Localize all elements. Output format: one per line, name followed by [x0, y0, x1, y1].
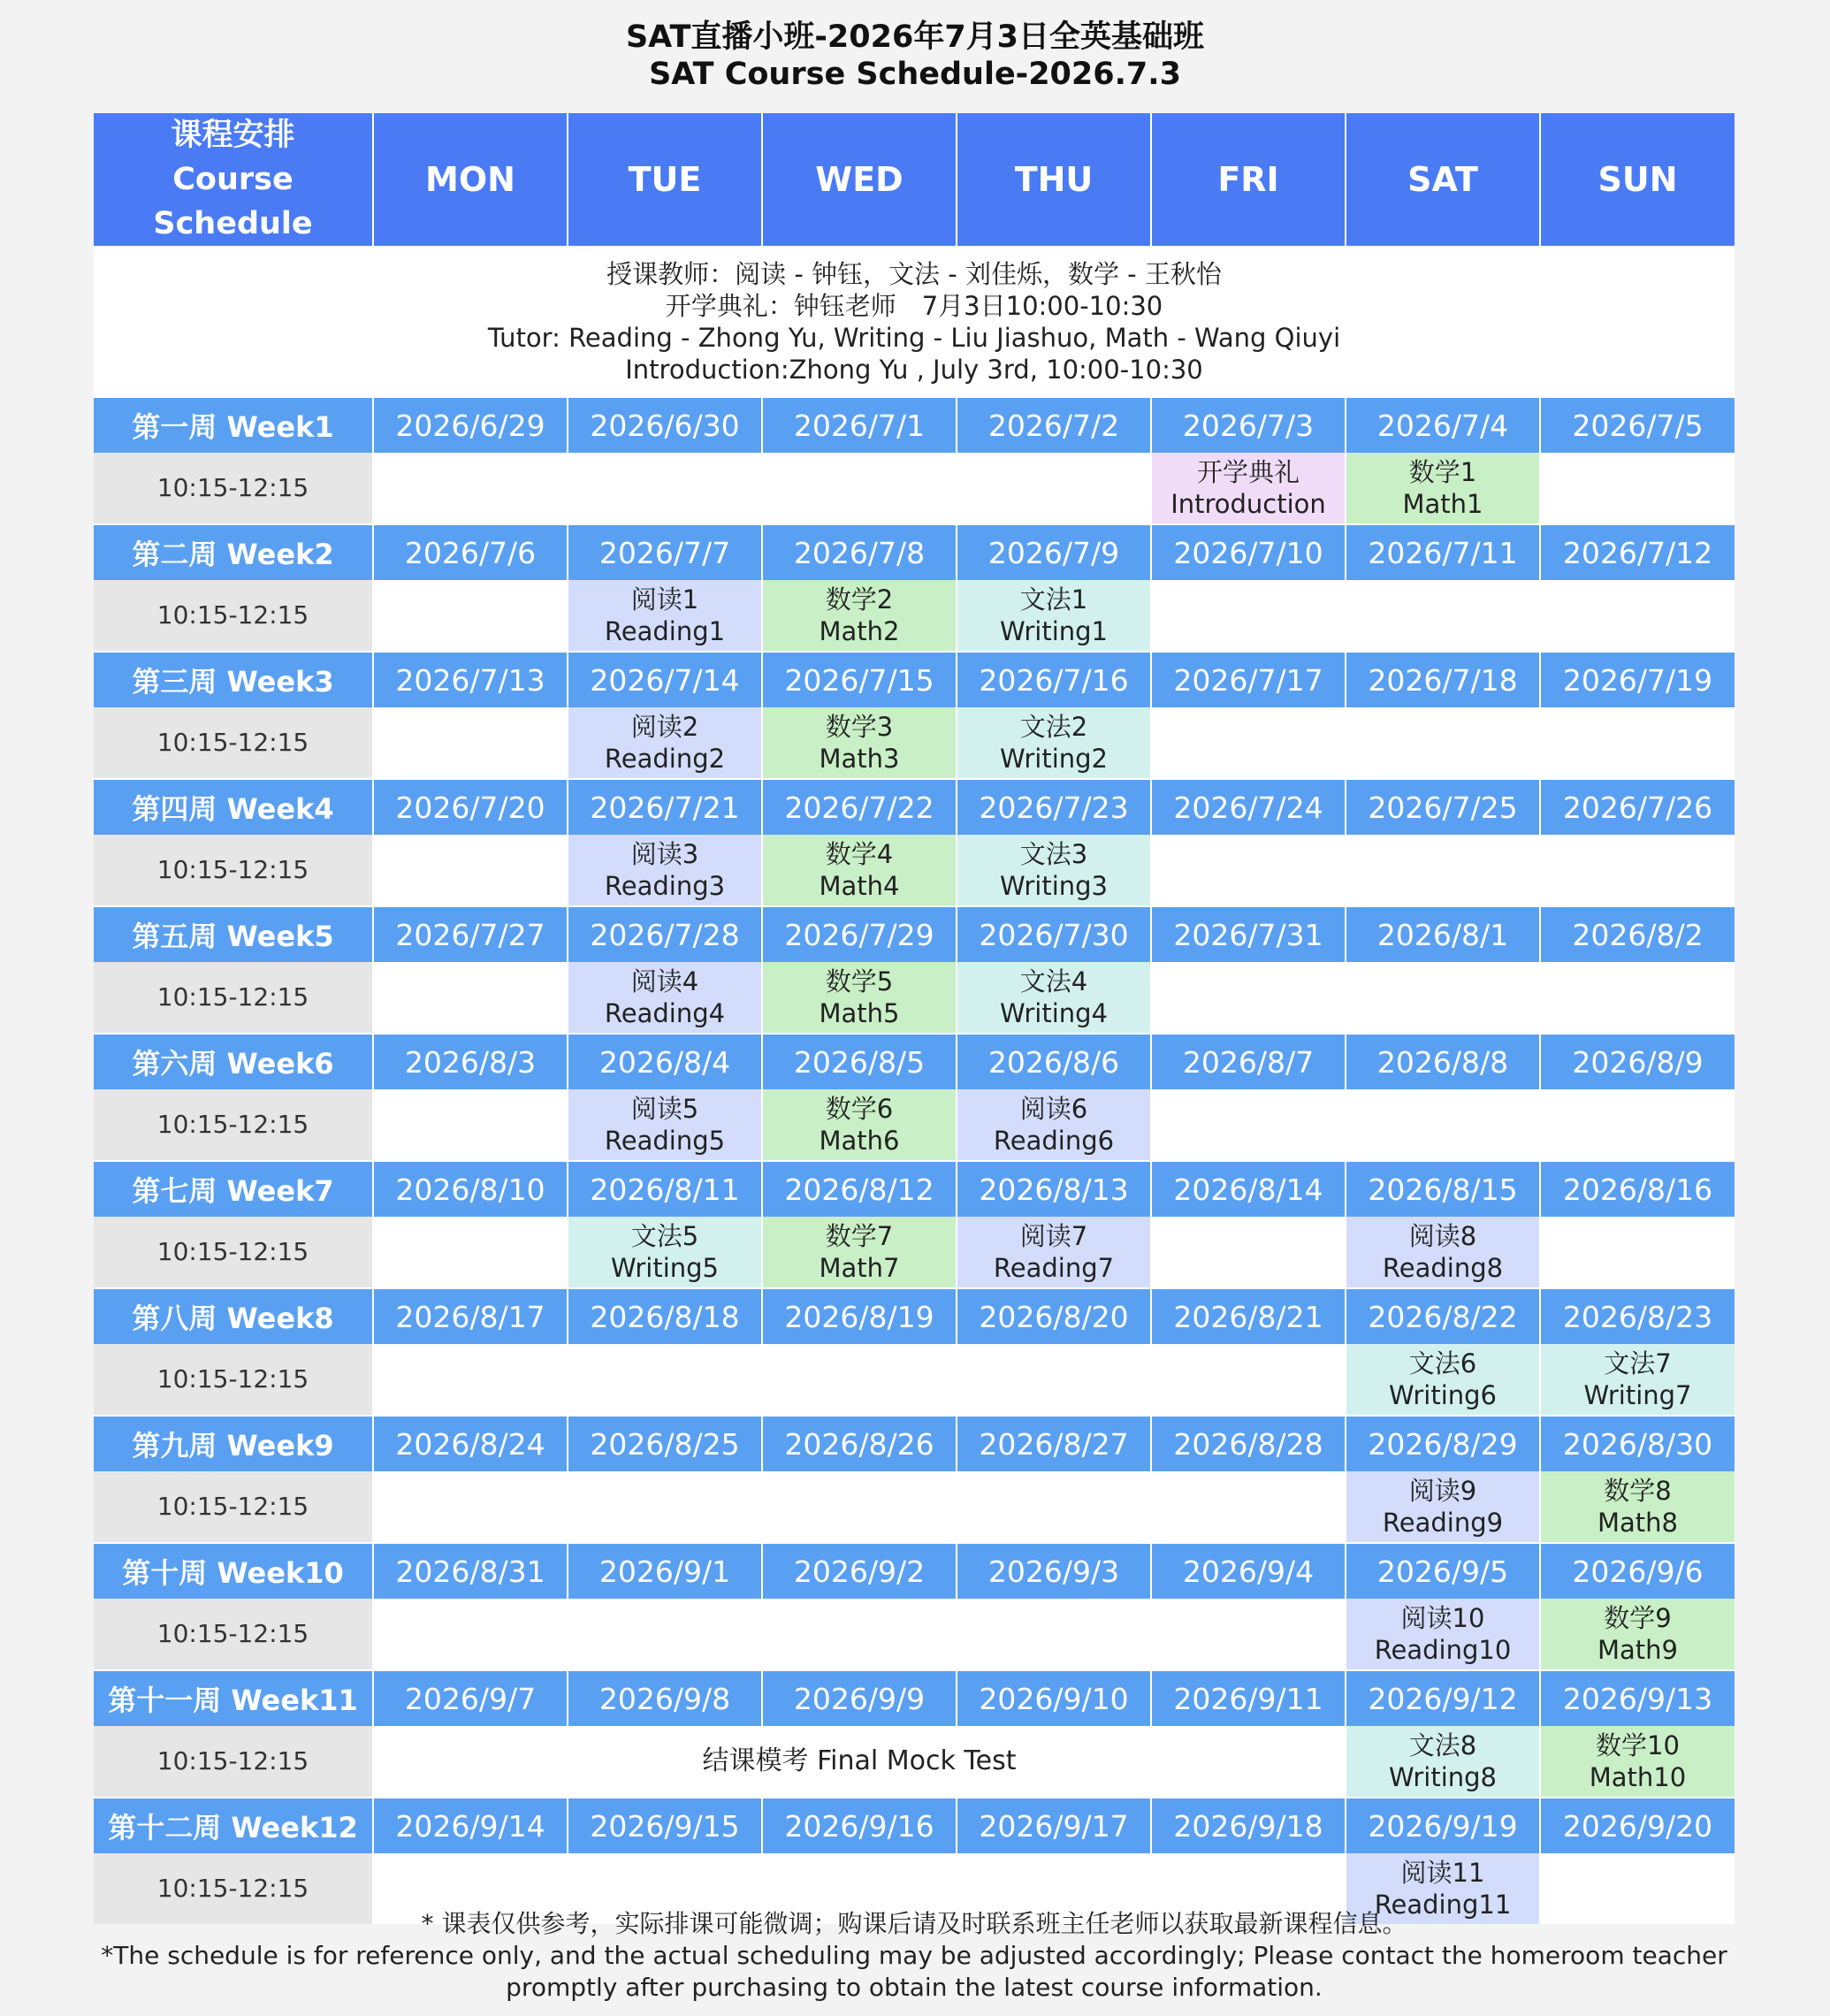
session-cell: [1540, 1726, 1735, 1798]
week-session-row: [94, 580, 1735, 652]
session-label-cn: 数学7: [825, 1221, 894, 1251]
week-label: 第十二周 Week12: [94, 1798, 373, 1853]
session-cell: [762, 962, 957, 1034]
date-cell: 2026/9/17: [957, 1798, 1151, 1853]
week-date-row: [94, 1416, 1735, 1471]
session-label-en: Math6: [819, 1126, 900, 1156]
session-cell: [762, 1217, 957, 1288]
time-slot: 10:15-12:15: [94, 1089, 373, 1161]
empty-cell: [373, 835, 568, 906]
session-label-en: Math3: [819, 744, 900, 774]
date-cell: 2026/8/4: [568, 1034, 762, 1089]
date-cell: 2026/8/29: [1346, 1416, 1540, 1471]
date-cell: 2026/9/13: [1540, 1670, 1735, 1726]
session-cell: [1151, 453, 1346, 524]
empty-cell: [1540, 707, 1735, 779]
session-label-cn: 文法5: [630, 1221, 699, 1251]
empty-cell: [957, 1471, 1151, 1543]
session-label-en: Math10: [1589, 1762, 1687, 1792]
session-cell: [1346, 1471, 1540, 1543]
header-row: [94, 113, 1735, 247]
time-slot: 10:15-12:15: [94, 1217, 373, 1288]
date-cell: 2026/8/19: [762, 1288, 957, 1344]
session-label-en: Reading2: [604, 744, 726, 774]
empty-cell: [1540, 1089, 1735, 1161]
week-session-row: [94, 1217, 1735, 1288]
session-label-en: Reading5: [604, 1126, 726, 1156]
week-date-row: [94, 1543, 1735, 1599]
final-mock-test: 结课模考 Final Mock Test: [373, 1726, 1346, 1798]
date-cell: 2026/7/18: [1346, 652, 1540, 707]
session-label-en: Math7: [819, 1253, 900, 1283]
date-cell: 2026/9/9: [762, 1670, 957, 1726]
session-cell: [568, 707, 762, 779]
session-label-en: Math4: [819, 871, 900, 901]
date-cell: 2026/7/31: [1151, 906, 1346, 962]
date-cell: 2026/7/12: [1540, 524, 1735, 580]
date-cell: 2026/9/11: [1151, 1670, 1346, 1726]
date-cell: 2026/8/10: [373, 1161, 568, 1217]
time-slot: 10:15-12:15: [94, 1726, 373, 1798]
corner-label-cn: 课程安排: [171, 118, 295, 153]
session-label-en: Reading7: [993, 1253, 1115, 1283]
empty-cell: [1346, 580, 1540, 652]
session-label-cn: 数学6: [825, 1094, 894, 1124]
session-label-en: Reading10: [1374, 1635, 1512, 1665]
empty-cell: [957, 1599, 1151, 1670]
week-date-row: [94, 1161, 1735, 1217]
date-cell: 2026/7/4: [1346, 397, 1540, 453]
session-label-cn: 阅读9: [1408, 1476, 1477, 1506]
session-label-cn: 阅读5: [630, 1094, 699, 1124]
date-cell: 2026/8/17: [373, 1288, 568, 1344]
session-label-cn: 阅读8: [1408, 1221, 1477, 1251]
empty-cell: [1151, 580, 1346, 652]
empty-cell: [1346, 707, 1540, 779]
date-cell: 2026/7/15: [762, 652, 957, 707]
session-cell: [568, 835, 762, 906]
date-cell: 2026/8/9: [1540, 1034, 1735, 1089]
session-label-en: Math5: [819, 998, 900, 1028]
date-cell: 2026/7/1: [762, 397, 957, 453]
empty-cell: [1540, 962, 1735, 1034]
footer-note-cn: * 课表仅供参考，实际排课可能微调；购课后请及时联系班主任老师以获取最新课程信息。: [421, 1909, 1407, 1938]
date-cell: 2026/7/27: [373, 906, 568, 962]
session-label-en: Reading3: [604, 871, 726, 901]
empty-cell: [373, 453, 568, 524]
week-label: 第十周 Week10: [94, 1543, 373, 1599]
session-label-en: Reading1: [604, 616, 726, 646]
session-cell: [568, 1089, 762, 1161]
session-label-cn: 文法6: [1408, 1348, 1477, 1378]
date-cell: 2026/9/12: [1346, 1670, 1540, 1726]
date-cell: 2026/7/6: [373, 524, 568, 580]
day-header-tue: TUE: [568, 113, 762, 247]
date-cell: 2026/8/15: [1346, 1161, 1540, 1217]
session-label-cn: 文法7: [1604, 1348, 1672, 1378]
week-label: 第五周 Week5: [94, 906, 373, 962]
week-label: 第四周 Week4: [94, 779, 373, 835]
date-cell: 2026/9/4: [1151, 1543, 1346, 1599]
time-slot: 10:15-12:15: [94, 1344, 373, 1416]
session-label-en: Reading8: [1382, 1253, 1504, 1283]
session-cell: [568, 962, 762, 1034]
empty-cell: [957, 453, 1151, 524]
date-cell: 2026/9/6: [1540, 1543, 1735, 1599]
time-slot: 10:15-12:15: [94, 1853, 373, 1924]
session-cell: [1346, 1726, 1540, 1798]
info-line: Introduction:Zhong Yu , July 3rd, 10:00-10:30: [625, 355, 1203, 385]
session-label-en: Writing2: [999, 744, 1109, 774]
info-line: 授课教师：阅读 - 钟钰，文法 - 刘佳烁，数学 - 王秋怡: [606, 259, 1222, 289]
date-cell: 2026/8/22: [1346, 1288, 1540, 1344]
week-label: 第九周 Week9: [94, 1416, 373, 1471]
week-session-row: [94, 1726, 1735, 1798]
date-cell: 2026/8/2: [1540, 906, 1735, 962]
date-cell: 2026/8/23: [1540, 1288, 1735, 1344]
date-cell: 2026/7/16: [957, 652, 1151, 707]
date-cell: 2026/9/5: [1346, 1543, 1540, 1599]
session-cell: [568, 580, 762, 652]
session-label-en: Writing4: [999, 998, 1109, 1028]
session-cell: [762, 835, 957, 906]
day-header-mon: MON: [373, 113, 568, 247]
session-label-cn: 数学10: [1596, 1730, 1680, 1760]
date-cell: 2026/9/2: [762, 1543, 957, 1599]
session-label-cn: 文法2: [1019, 712, 1088, 742]
empty-cell: [1151, 1599, 1346, 1670]
date-cell: 2026/7/2: [957, 397, 1151, 453]
week-date-row: [94, 1288, 1735, 1344]
empty-cell: [1151, 707, 1346, 779]
session-label-cn: 数学8: [1604, 1476, 1672, 1506]
session-label-en: Math9: [1597, 1635, 1678, 1665]
date-cell: 2026/8/26: [762, 1416, 957, 1471]
week-label: 第一周 Week1: [94, 397, 373, 453]
date-cell: 2026/8/1: [1346, 906, 1540, 962]
date-cell: 2026/7/3: [1151, 397, 1346, 453]
empty-cell: [1151, 1217, 1346, 1288]
date-cell: 2026/8/31: [373, 1543, 568, 1599]
day-header-sat: SAT: [1346, 113, 1540, 247]
empty-cell: [1151, 1344, 1346, 1416]
schedule-title-en: SAT Course Schedule-2026.7.3: [649, 57, 1181, 92]
corner-label-en: Course Schedule: [153, 162, 313, 241]
date-cell: 2026/7/13: [373, 652, 568, 707]
footer-note-en: *The schedule is for reference only, and the actual scheduling may be adjusted accordingly; Please contact the homeroom teacher promptly after purchasing to obtain the latest course information.: [101, 1941, 1727, 2002]
date-cell: 2026/8/3: [373, 1034, 568, 1089]
date-cell: 2026/7/8: [762, 524, 957, 580]
date-cell: 2026/7/5: [1540, 397, 1735, 453]
session-cell: [1346, 453, 1540, 524]
empty-cell: [762, 1599, 957, 1670]
empty-cell: [762, 1471, 957, 1543]
session-label-cn: 文法8: [1408, 1730, 1477, 1760]
schedule-table: [94, 113, 1735, 1924]
session-label-cn: 开学典礼: [1196, 457, 1300, 487]
date-cell: 2026/8/24: [373, 1416, 568, 1471]
session-cell: [1346, 1599, 1540, 1670]
week-session-row: [94, 1344, 1735, 1416]
session-label-en: Writing3: [999, 871, 1109, 901]
date-cell: 2026/7/24: [1151, 779, 1346, 835]
date-cell: 2026/8/20: [957, 1288, 1151, 1344]
week-label: 第十一周 Week11: [94, 1670, 373, 1726]
day-header-thu: THU: [957, 113, 1151, 247]
empty-cell: [1540, 835, 1735, 906]
week-label: 第六周 Week6: [94, 1034, 373, 1089]
empty-cell: [1151, 962, 1346, 1034]
empty-cell: [762, 1344, 957, 1416]
session-label-cn: 文法4: [1019, 966, 1088, 997]
session-cell: [957, 1217, 1151, 1288]
session-label-en: Reading4: [604, 998, 726, 1028]
date-cell: 2026/9/10: [957, 1670, 1151, 1726]
date-cell: 2026/9/3: [957, 1543, 1151, 1599]
week-session-row: [94, 835, 1735, 906]
time-slot: 10:15-12:15: [94, 835, 373, 906]
empty-cell: [1346, 835, 1540, 906]
date-cell: 2026/9/18: [1151, 1798, 1346, 1853]
session-label-cn: 阅读11: [1400, 1858, 1485, 1888]
time-slot: 10:15-12:15: [94, 453, 373, 524]
week-date-row: [94, 397, 1735, 453]
empty-cell: [373, 1089, 568, 1161]
session-label-cn: 数学1: [1408, 457, 1477, 487]
week-label: 第八周 Week8: [94, 1288, 373, 1344]
session-label-en: Reading6: [993, 1126, 1115, 1156]
date-cell: 2026/9/16: [762, 1798, 957, 1853]
session-label-cn: 文法1: [1019, 584, 1088, 615]
day-header-fri: FRI: [1151, 113, 1346, 247]
date-cell: 2026/7/14: [568, 652, 762, 707]
session-label-cn: 阅读1: [630, 584, 699, 615]
session-label-en: Math8: [1597, 1508, 1678, 1538]
date-cell: 2026/7/26: [1540, 779, 1735, 835]
session-label-en: Writing1: [999, 616, 1109, 646]
date-cell: 2026/7/23: [957, 779, 1151, 835]
date-cell: 2026/8/21: [1151, 1288, 1346, 1344]
session-label-cn: 阅读3: [630, 839, 699, 869]
date-cell: 2026/9/15: [568, 1798, 762, 1853]
session-cell: [1346, 1217, 1540, 1288]
empty-cell: [1151, 1089, 1346, 1161]
session-label-en: Writing8: [1388, 1762, 1498, 1792]
week-label: 第七周 Week7: [94, 1161, 373, 1217]
week-session-row: [94, 962, 1735, 1034]
date-cell: 2026/9/1: [568, 1543, 762, 1599]
session-cell: [762, 707, 957, 779]
session-label-cn: 阅读7: [1019, 1221, 1088, 1251]
week-date-row: [94, 906, 1735, 962]
session-cell: [1540, 1344, 1735, 1416]
date-cell: 2026/7/7: [568, 524, 762, 580]
session-cell: [762, 1089, 957, 1161]
session-label-cn: 数学2: [825, 584, 894, 615]
session-cell: [957, 962, 1151, 1034]
session-label-cn: 阅读4: [630, 966, 699, 997]
session-label-cn: 阅读6: [1019, 1094, 1088, 1124]
date-cell: 2026/9/7: [373, 1670, 568, 1726]
date-cell: 2026/8/27: [957, 1416, 1151, 1471]
session-cell: [1540, 1471, 1735, 1543]
week-date-row: [94, 1034, 1735, 1089]
empty-cell: [373, 707, 568, 779]
session-label-en: Math2: [819, 616, 900, 646]
date-cell: 2026/7/10: [1151, 524, 1346, 580]
week-session-row: [94, 707, 1735, 779]
session-cell: [568, 1217, 762, 1288]
session-label-cn: 数学3: [825, 712, 894, 742]
time-slot: 10:15-12:15: [94, 580, 373, 652]
date-cell: 2026/9/20: [1540, 1798, 1735, 1853]
empty-cell: [568, 1471, 762, 1543]
week-session-row: [94, 1599, 1735, 1670]
date-cell: 2026/7/20: [373, 779, 568, 835]
date-cell: 2026/7/25: [1346, 779, 1540, 835]
date-cell: 2026/7/22: [762, 779, 957, 835]
session-cell: [957, 580, 1151, 652]
empty-cell: [568, 453, 762, 524]
day-header-wed: WED: [762, 113, 957, 247]
session-cell: [1346, 1344, 1540, 1416]
session-label-en: Math1: [1402, 489, 1483, 519]
empty-cell: [762, 453, 957, 524]
session-cell: [1540, 1599, 1735, 1670]
header-corner: [94, 113, 373, 247]
date-cell: 2026/8/5: [762, 1034, 957, 1089]
week-session-row: [94, 453, 1735, 524]
time-slot: 10:15-12:15: [94, 1471, 373, 1543]
session-cell: [957, 707, 1151, 779]
date-cell: 2026/8/25: [568, 1416, 762, 1471]
time-slot: 10:15-12:15: [94, 1599, 373, 1670]
empty-cell: [373, 1471, 568, 1543]
date-cell: 2026/8/18: [568, 1288, 762, 1344]
empty-cell: [568, 1599, 762, 1670]
date-cell: 2026/8/14: [1151, 1161, 1346, 1217]
session-label-cn: 阅读2: [630, 712, 699, 742]
date-cell: 2026/8/30: [1540, 1416, 1735, 1471]
date-cell: 2026/8/8: [1346, 1034, 1540, 1089]
date-cell: 2026/9/19: [1346, 1798, 1540, 1853]
info-line: Tutor: Reading - Zhong Yu, Writing - Liu Jiashuo, Math - Wang Qiuyi: [487, 323, 1341, 353]
date-cell: 2026/7/9: [957, 524, 1151, 580]
empty-cell: [373, 1217, 568, 1288]
info-line: 开学典礼：钟钰老师 7月3日10:00-10:30: [665, 291, 1163, 321]
empty-cell: [373, 1599, 568, 1670]
date-cell: 2026/8/16: [1540, 1161, 1735, 1217]
date-cell: 2026/8/11: [568, 1161, 762, 1217]
time-slot: 10:15-12:15: [94, 707, 373, 779]
week-date-row: [94, 524, 1735, 580]
empty-cell: [1346, 1089, 1540, 1161]
session-label-cn: 文法3: [1019, 839, 1088, 869]
week-session-row: [94, 1471, 1735, 1543]
date-cell: 2026/8/28: [1151, 1416, 1346, 1471]
session-label-cn: 数学5: [825, 966, 894, 997]
date-cell: 2026/7/17: [1151, 652, 1346, 707]
session-label-en: Introduction: [1170, 489, 1326, 519]
date-cell: 2026/7/29: [762, 906, 957, 962]
empty-cell: [1151, 835, 1346, 906]
empty-cell: [568, 1344, 762, 1416]
empty-cell: [373, 580, 568, 652]
date-cell: 2026/9/14: [373, 1798, 568, 1853]
session-label-cn: 阅读10: [1400, 1603, 1485, 1633]
date-cell: 2026/7/30: [957, 906, 1151, 962]
date-cell: 2026/7/11: [1346, 524, 1540, 580]
schedule-title-cn: SAT直播小班-2026年7月3日全英基础班: [625, 19, 1205, 55]
session-label-en: Writing6: [1388, 1380, 1498, 1410]
empty-cell: [1540, 1217, 1735, 1288]
date-cell: 2026/6/30: [568, 397, 762, 453]
session-label-cn: 数学9: [1604, 1603, 1672, 1633]
tutor-info: [94, 247, 1735, 397]
week-label: 第三周 Week3: [94, 652, 373, 707]
week-date-row: [94, 1670, 1735, 1726]
session-label-en: Reading9: [1382, 1508, 1504, 1538]
empty-cell: [1540, 453, 1735, 524]
session-label-en: Reading11: [1374, 1890, 1512, 1920]
session-label-en: Writing5: [610, 1253, 720, 1283]
empty-cell: [1540, 580, 1735, 652]
day-header-sun: SUN: [1540, 113, 1735, 247]
week-date-row: [94, 652, 1735, 707]
date-cell: 2026/8/7: [1151, 1034, 1346, 1089]
session-cell: [957, 1089, 1151, 1161]
empty-cell: [1346, 962, 1540, 1034]
empty-cell: [957, 1344, 1151, 1416]
week-date-row: [94, 1798, 1735, 1853]
date-cell: 2026/9/8: [568, 1670, 762, 1726]
week-label: 第二周 Week2: [94, 524, 373, 580]
date-cell: 2026/8/6: [957, 1034, 1151, 1089]
date-cell: 2026/8/12: [762, 1161, 957, 1217]
week-date-row: [94, 779, 1735, 835]
time-slot: 10:15-12:15: [94, 962, 373, 1034]
date-cell: 2026/7/19: [1540, 652, 1735, 707]
date-cell: 2026/8/13: [957, 1161, 1151, 1217]
date-cell: 2026/6/29: [373, 397, 568, 453]
info-row: [94, 247, 1735, 397]
session-label-en: Writing7: [1583, 1380, 1692, 1410]
session-label-cn: 数学4: [825, 839, 894, 869]
empty-cell: [373, 1344, 568, 1416]
session-cell: [762, 580, 957, 652]
empty-cell: [373, 962, 568, 1034]
date-cell: 2026/7/21: [568, 779, 762, 835]
empty-cell: [1151, 1471, 1346, 1543]
session-cell: [957, 835, 1151, 906]
week-session-row: [94, 1089, 1735, 1161]
date-cell: 2026/7/28: [568, 906, 762, 962]
